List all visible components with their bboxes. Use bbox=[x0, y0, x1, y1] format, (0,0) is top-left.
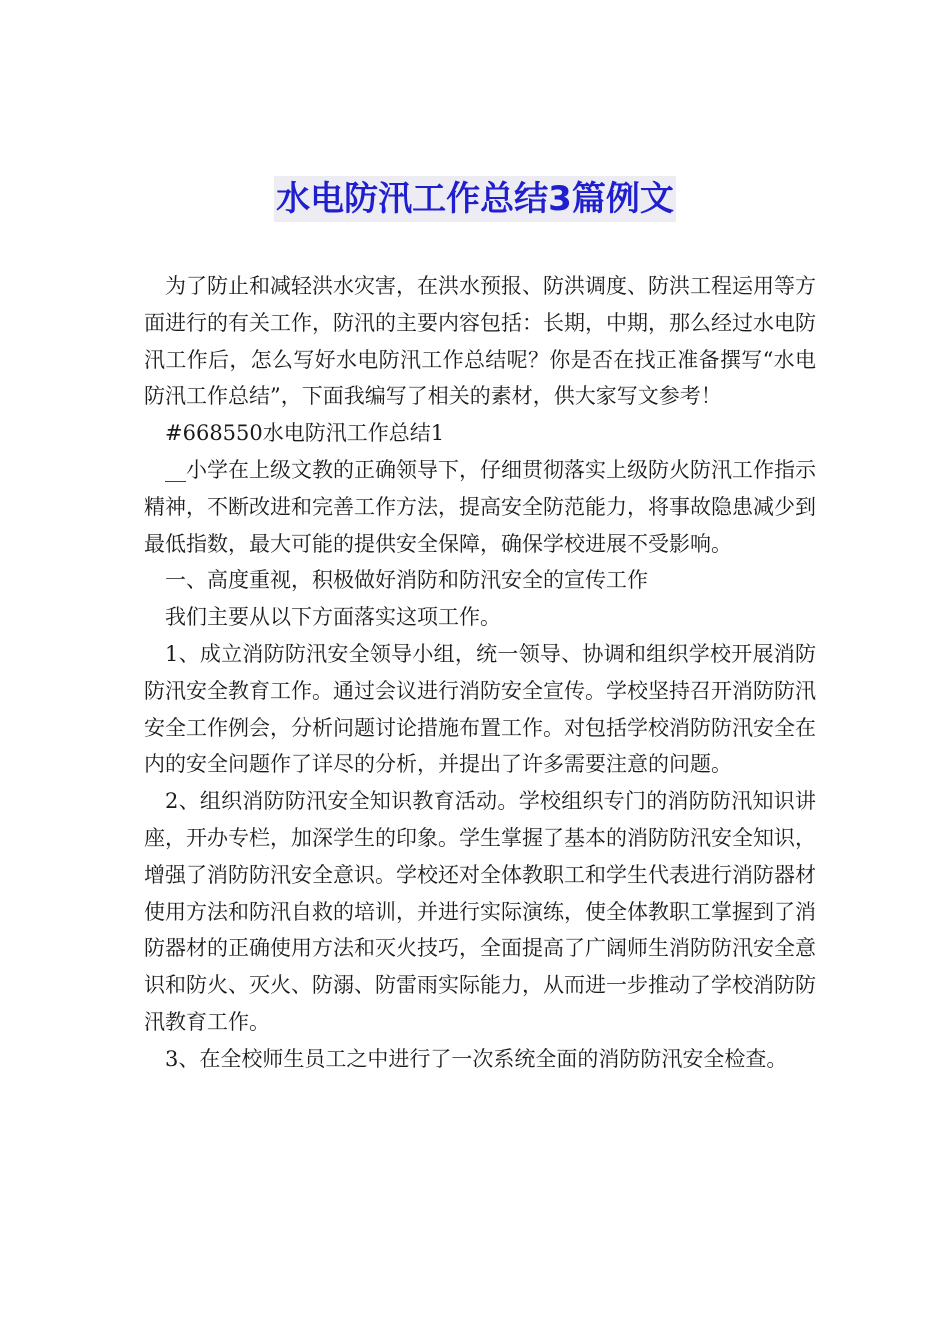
body-paragraph: __小学在上级文教的正确领导下，仔细贯彻落实上级防火防汛工作指示精神，不断改进和完善工作方法，提高安全防范能力，将事故隐患减少到最低指数，最大可能的提供安全保障，确保学校进展不受影响。 bbox=[144, 457, 816, 556]
section-heading-1: #668550水电防汛工作总结1 bbox=[165, 421, 445, 446]
document-title: 水电防汛工作总结3篇例文 bbox=[274, 176, 676, 222]
title-container bbox=[0, 176, 950, 222]
intro-paragraph: 为了防止和减轻洪水灾害，在洪水预报、防洪调度、防洪工程运用等方面进行的有关工作，防汛的主要内容包括：长期，中期，那么经过水电防汛工作后，怎么写好水电防汛工作总结呢？你是否在找正准备撰写“水电防汛工作总结”，下面我编写了相关的素材，供大家写文参考！ bbox=[144, 274, 816, 409]
subsection-heading: 一、高度重视，积极做好消防和防汛安全的宣传工作 bbox=[165, 568, 648, 593]
list-item-2: 2、组织消防防汛安全知识教育活动。学校组织专门的消防防汛知识讲座，开办专栏，加深学生的印象。学生掌握了基本的消防防汛安全知识，增强了消防防汛安全意识。学校还对全体教职工和学生代表进行消防器材使用方法和防汛自救的培训，并进行实际演练，使全体教职工掌握到了消防器材的正确使用方法和灭火技巧，全面提高了广阔师生消防防汛安全意识和防火、灭火、防溺、防雷雨实际能力，从而进一步推动了学校消防防汛教育工作。 bbox=[144, 789, 816, 1034]
body-paragraph: 我们主要从以下方面落实这项工作。 bbox=[165, 605, 501, 630]
list-item-3: 3、在全校师生员工之中进行了一次系统全面的消防防汛安全检查。 bbox=[165, 1046, 788, 1071]
list-item-1: 1、成立消防防汛安全领导小组，统一领导、协调和组织学校开展消防防汛安全教育工作。通过会议进行消防安全宣传。学校坚持召开消防防汛安全工作例会，分析问题讨论措施布置工作。对包括学校消防防汛安全在内的安全问题作了详尽的分析，并提出了许多需要注意的问题。 bbox=[144, 641, 816, 777]
document-body bbox=[144, 268, 816, 1078]
